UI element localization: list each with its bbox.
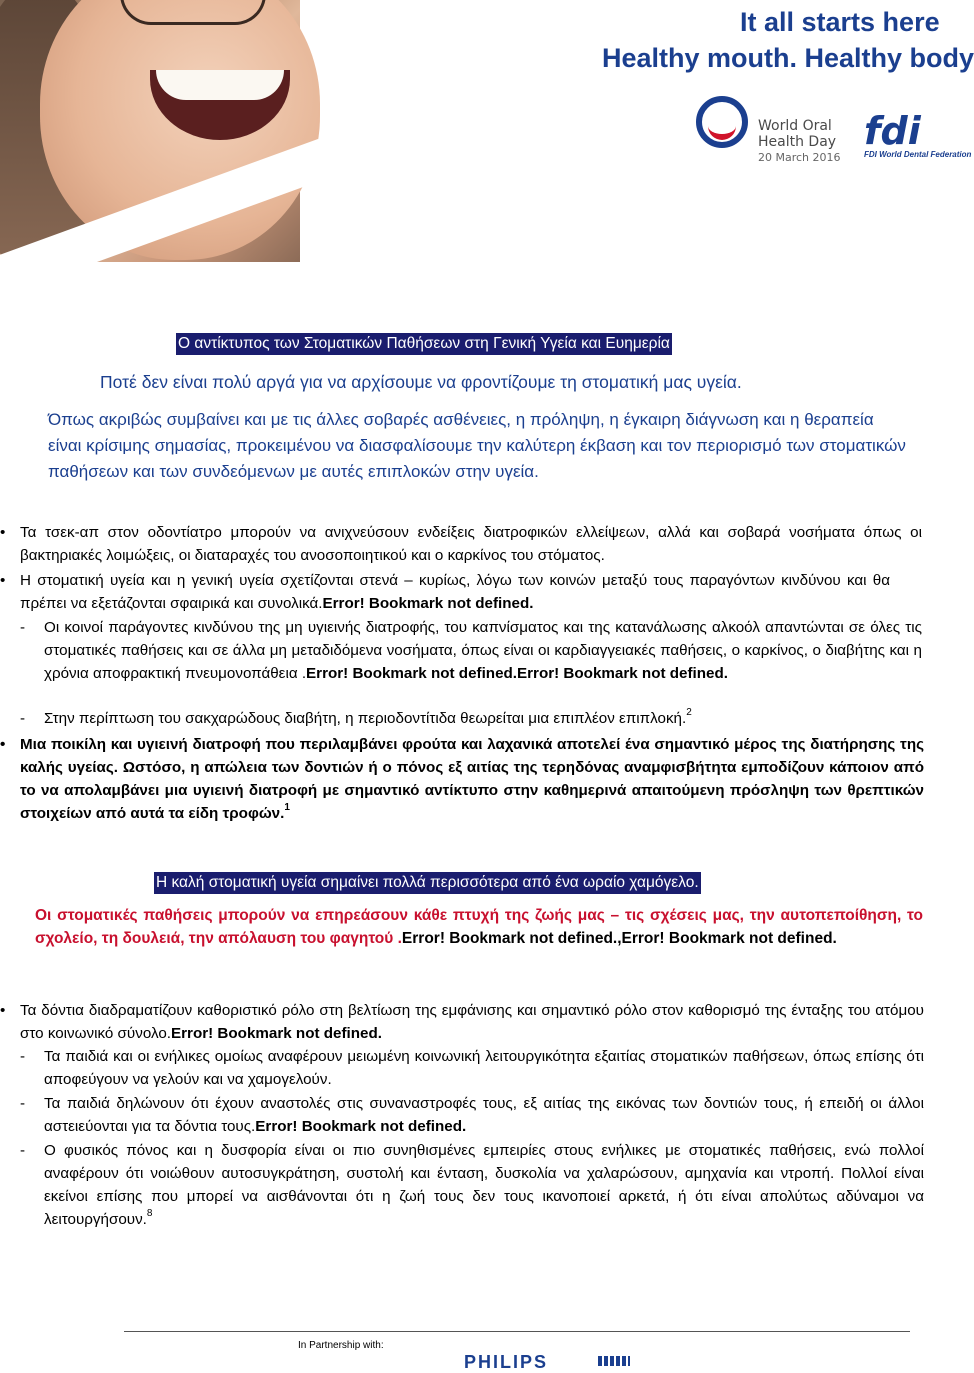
smiling-woman-photo bbox=[0, 0, 300, 262]
tagline-line-1: It all starts here bbox=[740, 7, 940, 37]
bullet-oral-general-health: • Η στοματική υγεία και η γενική υγεία σχετίζονται στενά – κυρίως, λόγω των κοινών μεταξύ τους παραγόντων κινδύνου και θα πρέπει να εξετάζονται σφαιρικά και συνολικά.Error! Bookmark not defined. bbox=[0, 572, 890, 612]
intro-part-a: Όπως ακριβώς συμβαίνει και με τις άλλες σοβαρές ασθένειες, η πρόληψη, η έγκαιρη διάγνωση και η θεραπεία είναι κρίσιμης σημασίας, προκειμένου να διασφαλίσουμε την καλύτερη έκβαση και τον περιορισμό bbox=[48, 410, 874, 455]
wohd-line-1: World Oral bbox=[758, 118, 832, 134]
section2-heading: Η καλή στοματική υγεία σημαίνει πολλά περισσότερα από ένα ωραίο χαμόγελο. bbox=[154, 872, 701, 894]
dash-pain-text: Ο φυσικός πόνος και η δυσφορία είναι οι πιο συνηθισμένες εμπειρίες στους ενήλικες με στοματικές παθήσεις, ενώ πολλοί αναφέρουν ότι νοιώθουν αυτοσυγκράτηση, συστολή και ένταση, δυσκολία να χαλαρώσουν, αμηχανία και ντροπή. Πολλοί είναι εκείνοι επίσης που μπορεί να αισθάνονται ότι η ζωή τους δεν τους ικανοποιεί αρκετά, ή ότι είναι απολύτως αδύναμοι να λειτουργήσουν. bbox=[44, 1142, 924, 1228]
dash-social-function: ‐ Τα παιδιά και οι ενήλικες ομοίως αναφέρουν μειωμένη κοινωνική λειτουργικότητα εξαιτίας στοματικών παθήσεων, όπως επίσης ότι αποφεύγουν να γελούν και να χαμογελούν. bbox=[20, 1048, 924, 1088]
section1-intro bbox=[48, 407, 908, 485]
dash-social-text: Τα παιδιά και οι ενήλικες ομοίως αναφέρουν μειωμένη κοινωνική λειτουργικότητα εξαιτίας στοματικών παθήσεων, όπως επίσης ότι αποφεύγουν να γελούν και να χαμογελούν. bbox=[44, 1048, 924, 1088]
bookmark-error: Error! Bookmark not defined.Error! Bookmark not defined. bbox=[306, 665, 728, 682]
dash-pain-discomfort: ‐ Ο φυσικός πόνος και η δυσφορία είναι οι πιο συνηθισμένες εμπειρίες στους ενήλικες με στοματικές παθήσεις, ενώ πολλοί αναφέρουν ότι νοιώθουν αυτοσυγκράτηση, συστολή και ένταση, δυσκολία να χαλαρώσουν, αμηχανία και ντροπή. Πολλοί είναι εκείνοι επίσης που μπορεί να αισθάνονται ότι η ζωή τους δεν τους ικανοποιεί αρκετά, ή ότι είναι απολύτως αδύναμοι να λειτουργήσουν.$^8$ bbox=[20, 1142, 924, 1228]
bullet-teeth-text: Τα δόντια διαδραματίζουν καθοριστικό ρόλο στη βελτίωση της εμφάνισης και σημαντικό ρόλο στον καθορισμό της ένταξης του ατόμου στο κοινωνικό σύνολο. bbox=[20, 1002, 924, 1042]
footer-divider bbox=[124, 1331, 910, 1332]
dash-children-text: Τα παιδιά δηλώνουν ότι έχουν αναστολές στις συναναστροφές τους, εξ αιτίας της εικόνας των δοντιών τους, ή επειδή οι άλλοι αστειεύονται για τα δόντια τους. bbox=[44, 1095, 924, 1135]
philips-logo: PHILIPS bbox=[464, 1352, 549, 1372]
partner-logo-icon bbox=[598, 1356, 630, 1366]
section2-intro-text: Οι στοματικές παθήσεις μπορούν να επηρεάσουν κάθε πτυχή της ζωής μας – τις σχέσεις μας, την αυτοπεποίθηση, το σχολείο, τη δουλειά, την απόλαυση του φαγητού . bbox=[35, 907, 923, 947]
bullet-oral-general-text: Η στοματική υγεία και η γενική υγεία σχετίζονται στενά – κυρίως, λόγω των κοινών μεταξύ τους παραγόντων κινδύνου και θα πρέπει να εξετάζονται σφαιρικά και συνολικά. bbox=[20, 572, 890, 612]
wohd-line-2: Health Day bbox=[758, 134, 837, 150]
section1-heading: Ο αντίκτυπος των Στοματικών Παθήσεων στη Γενική Υγεία και Ευημερία bbox=[176, 333, 672, 355]
dash-risk-factors: ‐ Οι κοινοί παράγοντες κινδύνου της μη υγιεινής διατροφής, του καπνίσματος και της κατανάλωσης αλκοόλ απαντώνται σε όλες τις στοματικές παθήσεις και σε άλλα μη μεταδιδόμενα νοσήματα, όπως είναι οι καρδιαγγειακές παθήσεις, ο καρκίνος, ο διαβήτης και η χρόνια αποφρακτική πνευμονοπάθεια .Error! Bookmark not defined.Error! Bookmark not defined. bbox=[20, 619, 922, 682]
partner-label: In Partnership with: bbox=[298, 1340, 384, 1351]
dash-risk-factors-text: Οι κοινοί παράγοντες κινδύνου της μη υγιεινής διατροφής, του καπνίσματος και της κατανάλωσης αλκοόλ απαντώνται σε όλες τις στοματικές παθήσεις και σε άλλα μη μεταδιδόμενα νοσήματα, όπως είναι οι καρδιαγγειακές παθήσεις, ο καρκίνος, ο διαβήτης και η χρόνια αποφρακτική πνευμονοπάθεια . bbox=[44, 619, 922, 682]
bullet-diet-text: Μια ποικίλη και υγιεινή διατροφή που περιλαμβάνει φρούτα και λαχανικά αποτελεί ένα σημαντικό μέρος της διατήρησης της καλής υγείας. Ωστόσο, η απώλεια των δοντιών ή ο πόνος εξ αιτίας της τερηδόνας αναμφισβήτητα εμποδίζουν κάποιον από το να απολαμβάνει μια υγιεινή διατροφή με σημαντικό αντίκτυπο στην καθημερινά απαιτούμενη πρόσληψη των θρεπτικών στοιχείων από αυτά τα είδη τροφών. bbox=[20, 736, 924, 822]
tagline-line-2: Healthy mouth. Healthy body bbox=[602, 43, 974, 73]
footnote-ref: 2 bbox=[686, 707, 692, 718]
section1-subheading: Ποτέ δεν είναι πολύ αργά για να αρχίσουμε να φροντίζουμε τη στοματική μας υγεία. bbox=[100, 372, 742, 392]
bookmark-error: Error! Bookmark not defined.,Error! Bookmark not defined. bbox=[401, 930, 837, 947]
footnote-ref: 1 bbox=[284, 802, 290, 813]
dash-children-inhibitions: ‐ Τα παιδιά δηλώνουν ότι έχουν αναστολές στις συναναστροφές τους, εξ αιτίας της εικόνας των δοντιών τους, ή επειδή οι άλλοι αστειεύονται για τα δόντια τους.Error! Bookmark not defined. bbox=[20, 1095, 924, 1135]
wohd-date: 20 March 2016 bbox=[758, 151, 841, 164]
bullet-diet: • Μια ποικίλη και υγιεινή διατροφή που περιλαμβάνει φρούτα και λαχανικά αποτελεί ένα σημαντικό μέρος της διατήρησης της καλής υγείας. Ωστόσο, η απώλεια των δοντιών ή ο πόνος εξ αιτίας της τερηδόνας αναμφισβήτητα εμποδίζουν κάποιον από το να απολαμβάνει μια υγιεινή διατροφή με σημαντικό αντίκτυπο στην καθημερινά απαιτούμενη πρόσληψη των θρεπτικών στοιχείων από αυτά τα είδη τροφών.$^1$ bbox=[0, 736, 924, 822]
bookmark-error: Error! Bookmark not defined. bbox=[171, 1025, 382, 1042]
dash-diabetes: ‐ Στην περίπτωση του σακχαρώδους διαβήτη, η περιοδοντίτιδα θεωρείται μια επιπλέον επιπλοκή.$^2$ bbox=[20, 707, 692, 727]
dash-diabetes-text: Στην περίπτωση του σακχαρώδους διαβήτη, η περιοδοντίτιδα θεωρείται μια επιπλέον επιπλοκή. bbox=[44, 710, 687, 727]
fdi-wordmark: fdi bbox=[864, 109, 921, 153]
footnote-ref: 8 bbox=[146, 1208, 153, 1219]
fdi-logo bbox=[864, 109, 972, 172]
section2-intro bbox=[35, 904, 923, 950]
smile-ring-icon bbox=[696, 96, 748, 148]
bookmark-error: Error! Bookmark not defined. bbox=[322, 595, 534, 612]
fdi-name: FDI World Dental Federation bbox=[864, 150, 972, 159]
intro-part-b: των στοματικών παθήσεων και των συνδεόμενων με αυτές επιπλοκών στην υγεία. bbox=[48, 436, 906, 481]
campaign-tagline bbox=[580, 4, 974, 76]
world-oral-health-day-logo bbox=[696, 96, 856, 166]
bullet-checkups-text: Τα τσεκ-απ στον οδοντίατρο μπορούν να ανιχνεύσουν ενδείξεις διατροφικών ελλείψεων, αλλά και σοβαρά νοσήματα όπως οι βακτηριακές λοιμώξεις, οι διαταραχές του ανοσοποιητικού και ο καρκίνος του στόματος. bbox=[20, 524, 922, 564]
bullet-teeth-appearance: • Τα δόντια διαδραματίζουν καθοριστικό ρόλο στη βελτίωση της εμφάνισης και σημαντικό ρόλο στον καθορισμό της ένταξης του ατόμου στο κοινωνικό σύνολο.Error! Bookmark not defined. bbox=[0, 1002, 924, 1042]
bullet-checkups: • Τα τσεκ-απ στον οδοντίατρο μπορούν να ανιχνεύσουν ενδείξεις διατροφικών ελλείψεων, αλλά και σοβαρά νοσήματα όπως οι βακτηριακές λοιμώξεις, οι διαταραχές του ανοσοποιητικού και ο καρκίνος του στόματος. bbox=[0, 524, 922, 564]
bookmark-error: Error! Bookmark not defined. bbox=[255, 1118, 467, 1135]
